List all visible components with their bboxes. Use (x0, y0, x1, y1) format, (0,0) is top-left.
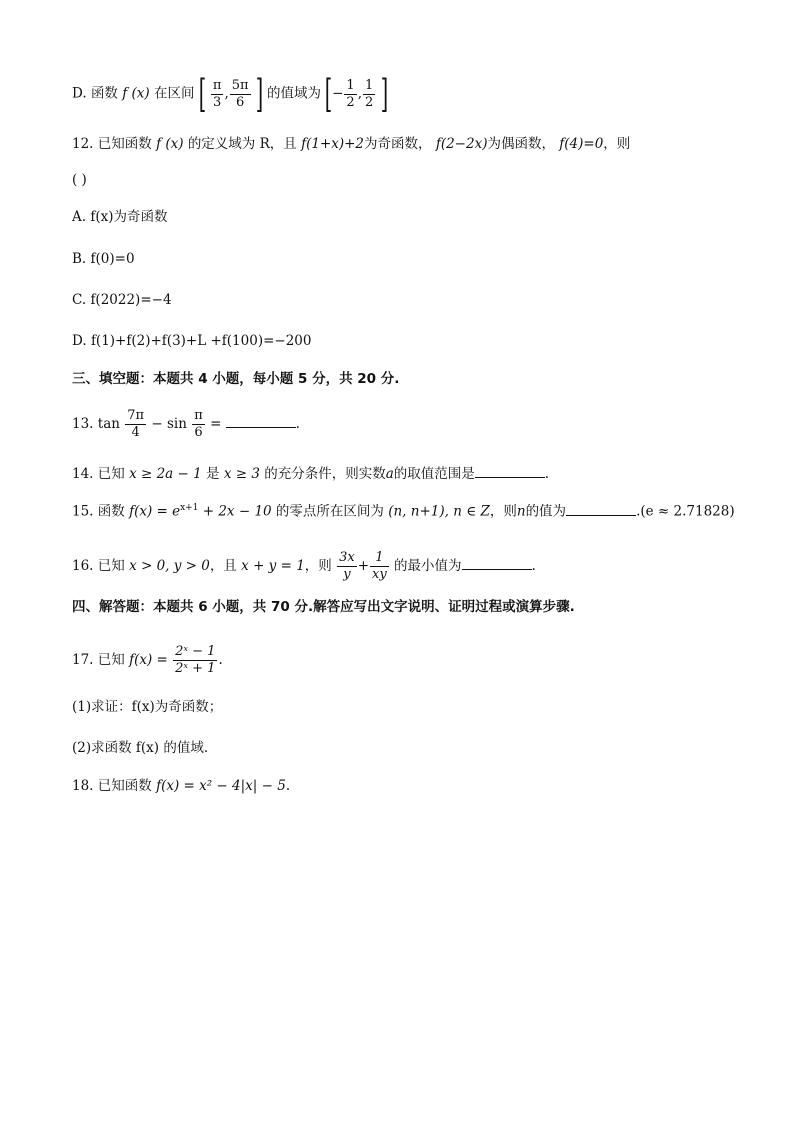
q15: 15. 函数 $f(x) = e^{x+1} + 2x - 10$ 的零点所在区间为 (n, n+1), n ∈ Z，则n的值为 .(e ≈ 2.71828) (72, 498, 735, 522)
q12-option-c[interactable]: C. f(2022)=−4 (72, 292, 172, 308)
question-number: 17. (72, 652, 94, 668)
q17: 17. 已知 f(x) = $\frac{\text{2ˣ − 1}}{\text{2ˣ + 1}}$ . (72, 644, 223, 676)
fraction: $\frac{\text{2ˣ − 1}}{\text{2ˣ + 1}}$ (175, 644, 216, 676)
q12-option-b[interactable]: B. f(0)=0 (72, 251, 135, 267)
fraction: $\frac{5\pi}{6}$ (231, 77, 249, 110)
section-title-fill-in: 三、填空题：本题共 4 小题，每小题 5 分，共 20 分. (72, 371, 400, 387)
section-title-solutions: 四、解答题：本题共 6 小题，共 70 分.解答应写出文字说明、证明过程或演算步骤. (72, 599, 575, 615)
answer-paren: ( ) (72, 172, 87, 188)
q14: 14. 已知 x ≥ 2a − 1 是 x ≥ 3 的充分条件，则实数a的取值范围是 . (72, 463, 549, 484)
question-number: 12. (72, 136, 94, 152)
q11-option-d: D. 函数 f (x) 在区间 [ $\frac{\pi}{3}$ , $\frac{5\pi}{6}$ ] 的值域为 [− $\frac{1}{2}$ , $\frac{1}{2}$ ] (72, 72, 388, 116)
question-number: 13. (72, 416, 94, 432)
q12-stem: 12. 已知函数 f (x) 的定义域为 R，且 f(1+x)+2为奇函数， f(2−2x)为偶函数， f(4)=0，则 (72, 136, 631, 152)
fraction: $\frac{\pi}{6}$ (194, 408, 203, 440)
fraction: $\frac{1}{2}$ (365, 77, 374, 110)
question-number: 18. (72, 778, 94, 794)
q13: 13. tan $\frac{7\pi}{4}$ − sin $\frac{\pi}{6}$ = . (72, 408, 300, 440)
q12-option-a[interactable]: A. f(x)为奇函数 (72, 209, 168, 225)
fraction: $\frac{1}{xy}$ (372, 550, 387, 582)
q17-part2: (2)求函数 f(x) 的值域. (72, 740, 209, 756)
fraction: $\frac{1}{2}$ (346, 77, 355, 110)
fraction: $\frac{\pi}{3}$ (212, 77, 222, 110)
option-label: D. (72, 85, 87, 102)
q16: 16. 已知 x > 0, y > 0，且 x + y = 1，则 $\frac{3x}{y}$ + $\frac{1}{xy}$ 的最小值为 . (72, 550, 536, 582)
question-number: 14. (72, 466, 94, 482)
question-number: 15. (72, 503, 94, 520)
answer-blank[interactable] (566, 501, 636, 516)
answer-blank[interactable] (462, 555, 532, 570)
q17-part1: (1)求证：f(x)为奇函数； (72, 699, 223, 715)
q12-option-d[interactable]: D. f(1)+f(2)+f(3)+L +f(100)=−200 (72, 333, 312, 349)
q18: 18. 已知函数 f(x) = x² − 4|x| − 5. (72, 778, 291, 794)
answer-blank[interactable] (226, 413, 296, 428)
answer-blank[interactable] (475, 463, 545, 478)
question-number: 16. (72, 558, 94, 574)
fraction: $\frac{7\pi}{4}$ (127, 408, 145, 440)
fraction: $\frac{3x}{y}$ (339, 550, 355, 582)
